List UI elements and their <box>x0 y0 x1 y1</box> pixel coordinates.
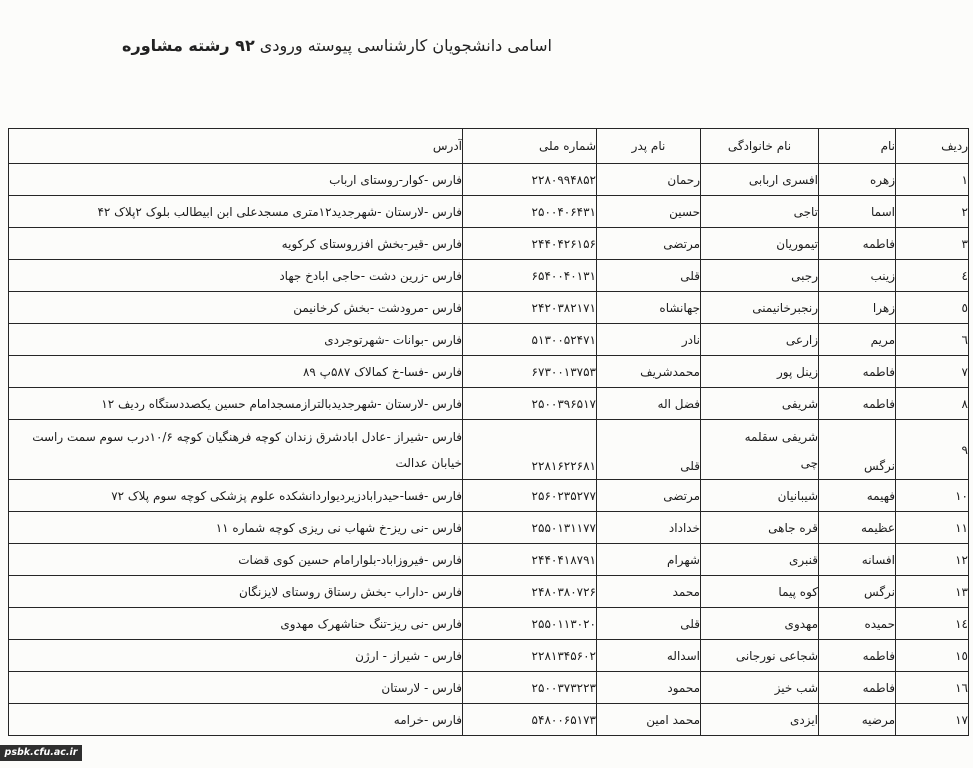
header-national-id: شماره ملی <box>463 129 597 164</box>
cell-national-id: ۲۵۰۰۳۷۳۲۲۳ <box>463 672 597 704</box>
table-row <box>9 640 969 672</box>
cell-address: فارس - شیراز - ارژن <box>9 640 463 672</box>
cell-first-name: مریم <box>819 324 896 356</box>
cell-address: فارس -قیر-بخش افزروستای کرکویه <box>9 228 463 260</box>
cell-row-number: ١٣ <box>896 576 969 608</box>
cell-last-name: زینل پور <box>701 356 819 388</box>
table-row <box>9 512 969 544</box>
students-table <box>8 128 969 736</box>
cell-last-name: رنجبرخانیمنی <box>701 292 819 324</box>
table-row <box>9 356 969 388</box>
cell-last-name: تیموریان <box>701 228 819 260</box>
cell-row-number: ٦ <box>896 324 969 356</box>
cell-last-name: شیبانیان <box>701 480 819 512</box>
cell-national-id: ۲۴۲۰۳۸۲۱۷۱ <box>463 292 597 324</box>
table-row <box>9 576 969 608</box>
cell-first-name: حمیده <box>819 608 896 640</box>
cell-last-name: ایزدی <box>701 704 819 736</box>
cell-address: فارس -نی ریز-تنگ حناشهرک مهدوی <box>9 608 463 640</box>
cell-row-number: ١٧ <box>896 704 969 736</box>
cell-first-name: زهره <box>819 164 896 196</box>
cell-first-name: فاطمه <box>819 228 896 260</box>
cell-last-name: قره جاهی <box>701 512 819 544</box>
cell-first-name: نرگس <box>819 420 896 480</box>
header-father-name: نام پدر <box>597 129 701 164</box>
table-header <box>9 129 969 164</box>
cell-father-name: قلی <box>597 420 701 480</box>
cell-address: فارس -لارستان -شهرجدیدبالترازمسجدامام حسین یکصددستگاه ردیف ۱۲ <box>9 388 463 420</box>
cell-national-id: ۲۵۵۰۱۱۳۰۲۰ <box>463 608 597 640</box>
cell-national-id: ۲۵۰۰۴۰۶۴۳۱ <box>463 196 597 228</box>
cell-last-name: تاجی <box>701 196 819 228</box>
header-row-number: ردیف <box>896 129 969 164</box>
header-row <box>9 129 969 164</box>
cell-national-id: ۶۵۴۰۰۴۰۱۳۱ <box>463 260 597 292</box>
cell-father-name: مرتضی <box>597 228 701 260</box>
table-row <box>9 260 969 292</box>
cell-first-name: فاطمه <box>819 388 896 420</box>
cell-address: فارس -فیروزاباد-بلوارامام حسین کوی قضات <box>9 544 463 576</box>
cell-last-name: شب خیز <box>701 672 819 704</box>
table-row <box>9 196 969 228</box>
cell-first-name: زینب <box>819 260 896 292</box>
cell-father-name: محمد امین <box>597 704 701 736</box>
cell-first-name: فاطمه <box>819 672 896 704</box>
cell-national-id: ۲۲۸۱۳۴۵۶۰۲ <box>463 640 597 672</box>
cell-row-number: ٣ <box>896 228 969 260</box>
cell-row-number: ١٦ <box>896 672 969 704</box>
cell-last-name: کوه پیما <box>701 576 819 608</box>
cell-national-id: ۲۵۰۰۳۹۶۵۱۷ <box>463 388 597 420</box>
cell-father-name: خداداد <box>597 512 701 544</box>
cell-address: فارس -بوانات -شهرتوجردی <box>9 324 463 356</box>
cell-first-name: مرضیه <box>819 704 896 736</box>
cell-row-number: ١٠ <box>896 480 969 512</box>
cell-national-id: ۲۵۵۰۱۳۱۱۷۷ <box>463 512 597 544</box>
cell-last-name: شریفی سقلمه چی <box>701 420 819 480</box>
cell-last-name: مهدوی <box>701 608 819 640</box>
table-row <box>9 608 969 640</box>
cell-address: فارس -مرودشت -بخش کرخانیمن <box>9 292 463 324</box>
cell-father-name: محمود <box>597 672 701 704</box>
header-last-name: نام خانوادگی <box>701 129 819 164</box>
cell-father-name: اسداله <box>597 640 701 672</box>
cell-row-number: ٥ <box>896 292 969 324</box>
cell-row-number: ٩ <box>896 420 969 480</box>
cell-last-name: افسری اربابی <box>701 164 819 196</box>
cell-father-name: محمدشریف <box>597 356 701 388</box>
cell-address: فارس -فسا-حیدرابادزیردیواردانشکده علوم پزشکی کوچه سوم پلاک ۷۲ <box>9 480 463 512</box>
cell-father-name: حسین <box>597 196 701 228</box>
cell-row-number: ١٢ <box>896 544 969 576</box>
table-row <box>9 704 969 736</box>
cell-national-id: ۶۷۳۰۰۱۳۷۵۳ <box>463 356 597 388</box>
cell-address: فارس -زرین دشت -حاجی ابادخ جهاد <box>9 260 463 292</box>
cell-last-name: رجبی <box>701 260 819 292</box>
cell-address: فارس -کوار-روستای ارباب <box>9 164 463 196</box>
cell-national-id: ۲۲۸۰۹۹۴۸۵۲ <box>463 164 597 196</box>
document-title <box>122 36 552 55</box>
table-body <box>9 164 969 736</box>
cell-father-name: جهانشاه <box>597 292 701 324</box>
cell-national-id: ۲۲۸۱۶۲۲۶۸۱ <box>463 420 597 480</box>
cell-address: فارس -شیراز -عادل ابادشرق زندان کوچه فرهنگیان کوچه ۱۰/۶درب سوم سمت راست خیابان عدالت <box>9 420 463 480</box>
cell-first-name: فهیمه <box>819 480 896 512</box>
cell-national-id: ۵۴۸۰۰۶۵۱۷۳ <box>463 704 597 736</box>
cell-first-name: نرگس <box>819 576 896 608</box>
cell-row-number: ١٤ <box>896 608 969 640</box>
cell-first-name: فاطمه <box>819 356 896 388</box>
cell-row-number: ٨ <box>896 388 969 420</box>
cell-first-name: افسانه <box>819 544 896 576</box>
cell-father-name: قلی <box>597 260 701 292</box>
cell-address: فارس -لارستان -شهرجدید۱۲متری مسجدعلی ابن ابیطالب بلوک ۲پلاک ۴۲ <box>9 196 463 228</box>
cell-row-number: ٢ <box>896 196 969 228</box>
title-regular: اسامی دانشجویان کارشناسی پیوسته ورودی <box>259 36 552 55</box>
cell-last-name: شریفی <box>701 388 819 420</box>
cell-address: فارس -خرامه <box>9 704 463 736</box>
title-bold: ۹۲ رشته مشاوره <box>122 36 255 55</box>
cell-national-id: ۲۵۶۰۲۳۵۲۷۷ <box>463 480 597 512</box>
table-row <box>9 324 969 356</box>
table-row <box>9 164 969 196</box>
cell-father-name: شهرام <box>597 544 701 576</box>
cell-address: فارس -نی ریز-خ شهاب نی ریزی کوچه شماره ۱۱ <box>9 512 463 544</box>
table-row <box>9 672 969 704</box>
table-row <box>9 480 969 512</box>
table-row <box>9 228 969 260</box>
cell-father-name: نادر <box>597 324 701 356</box>
cell-national-id: ۲۴۸۰۳۸۰۷۲۶ <box>463 576 597 608</box>
cell-first-name: زهرا <box>819 292 896 324</box>
cell-father-name: قلی <box>597 608 701 640</box>
cell-last-name: قنبری <box>701 544 819 576</box>
cell-national-id: ۲۴۴۰۴۲۶۱۵۶ <box>463 228 597 260</box>
cell-address: فارس -فسا-خ کمالاک ۵۸۷پ ۸۹ <box>9 356 463 388</box>
site-watermark: psbk.cfu.ac.ir <box>0 745 82 761</box>
cell-first-name: عظیمه <box>819 512 896 544</box>
cell-father-name: رحمان <box>597 164 701 196</box>
cell-father-name: مرتضی <box>597 480 701 512</box>
cell-row-number: ٧ <box>896 356 969 388</box>
cell-national-id: ۵۱۳۰۰۵۲۴۷۱ <box>463 324 597 356</box>
cell-national-id: ۲۴۴۰۴۱۸۷۹۱ <box>463 544 597 576</box>
cell-row-number: ١ <box>896 164 969 196</box>
cell-father-name: محمد <box>597 576 701 608</box>
table-row <box>9 388 969 420</box>
cell-row-number: ٤ <box>896 260 969 292</box>
cell-last-name: شجاعی نورجانی <box>701 640 819 672</box>
cell-first-name: اسما <box>819 196 896 228</box>
table-row <box>9 420 969 480</box>
table-row <box>9 544 969 576</box>
cell-first-name: فاطمه <box>819 640 896 672</box>
cell-father-name: فضل اله <box>597 388 701 420</box>
cell-last-name: زارعی <box>701 324 819 356</box>
cell-address: فارس -داراب -بخش رستاق روستای لایزنگان <box>9 576 463 608</box>
cell-address: فارس - لارستان <box>9 672 463 704</box>
cell-row-number: ١٥ <box>896 640 969 672</box>
cell-row-number: ١١ <box>896 512 969 544</box>
header-first-name: نام <box>819 129 896 164</box>
header-address: آدرس <box>9 129 463 164</box>
table-row <box>9 292 969 324</box>
